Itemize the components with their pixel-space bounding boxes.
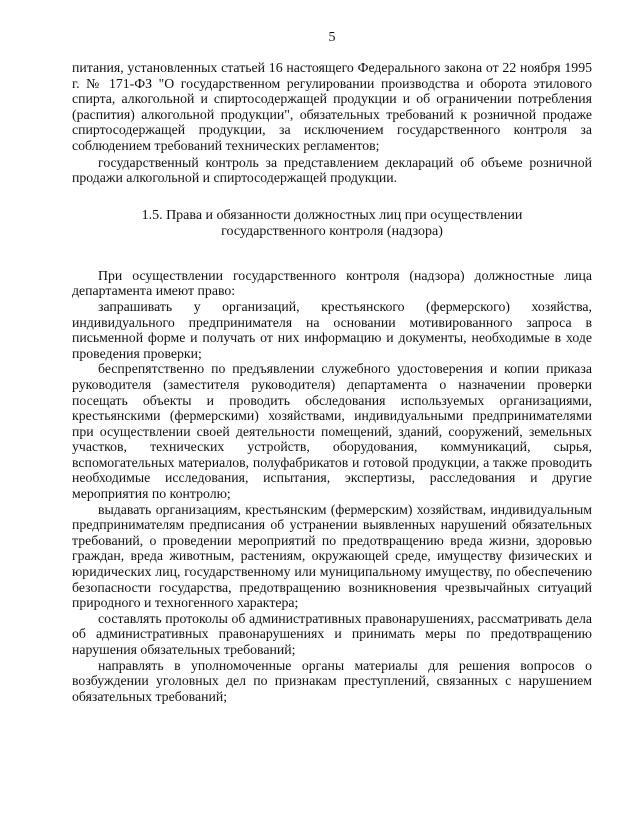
intro-paragraph: питания, установленных статьей 16 настоящего Федерального закона от 22 ноября 1995 г. № 171-ФЗ "О государственном регулировании производства и оборота этилового спирта, алкогольной и спиртосодержащей продукции и об ограничении потребления (распития) алкогольной продукции", обязательных требований к розничной продаже спиртосодержащей продукции, за исключением государственного контроля за соблюдением требований технических регламентов; (72, 60, 592, 153)
right-item-request-info: запрашивать у организаций, крестьянского (фермерского) хозяйства, индивидуального предпринимателя на основании мотивированного запроса в письменной форме и получать от них информацию и документы, необходимые в ходе проведения проверки; (72, 298, 592, 361)
page-number: 5 (328, 30, 336, 45)
right-item-inspect-objects: беспрепятственно по предъявлении служебного удостоверения и копии приказа руководителя (заместителя руководителя) департамента о назначении проверки посещать объекты и проводить обследования используемых организациями, крестьянскими (фермерскими) хозяйствами, индивидуальными предпринимателями при осуществлении своей деятельности помещений, зданий, сооружений, земельных участков, технических устройств, оборудования, коммуникаций, сырья, вспомогательных материалов, полуфабрикатов и готовой продукции, а также проводить необходимые исследования, испытания, экспертизы, расследования и другие мероприятия по контролю; (72, 361, 592, 502)
section-heading-line2: государственного контроля (надзора) (221, 223, 443, 239)
right-item-issue-orders: выдавать организациям, крестьянским (фермерским) хозяйствам, индивидуальным предпринимателям предписания об устранении выявленных нарушений обязательных требований, о проведении мероприятий по предотвращению вреда жизни, здоровью граждан, вреда животным, растениям, окружающей среде, имуществу физических и юридических лиц, государственному или муниципальному имуществу, по обеспечению безопасности государства, предотвращению возникновения чрезвычайных ситуаций природного и техногенного характера; (72, 501, 592, 611)
section-heading-line1: 1.5. Права и обязанности должностных лиц при осуществлении (141, 207, 523, 223)
right-item-draw-protocols: составлять протоколы об административных правонарушениях, рассматривать дела об административных правонарушениях и принимать меры по предотвращению нарушения обязательных требований; (72, 610, 592, 657)
rights-intro-paragraph: При осуществлении государственного контроля (надзора) должностные лица департамента имеют право: (72, 267, 592, 299)
right-item-send-materials: направлять в уполномоченные органы материалы для решения вопросов о возбуждении уголовных дел по признакам преступлений, связанных с нарушением обязательных требований; (72, 657, 592, 704)
declaration-paragraph: государственный контроль за представлением деклараций об объеме розничной продажи алкогольной и спиртосодержащей продукции. (72, 154, 592, 186)
document-page (72, 30, 592, 704)
section-heading (72, 208, 592, 240)
